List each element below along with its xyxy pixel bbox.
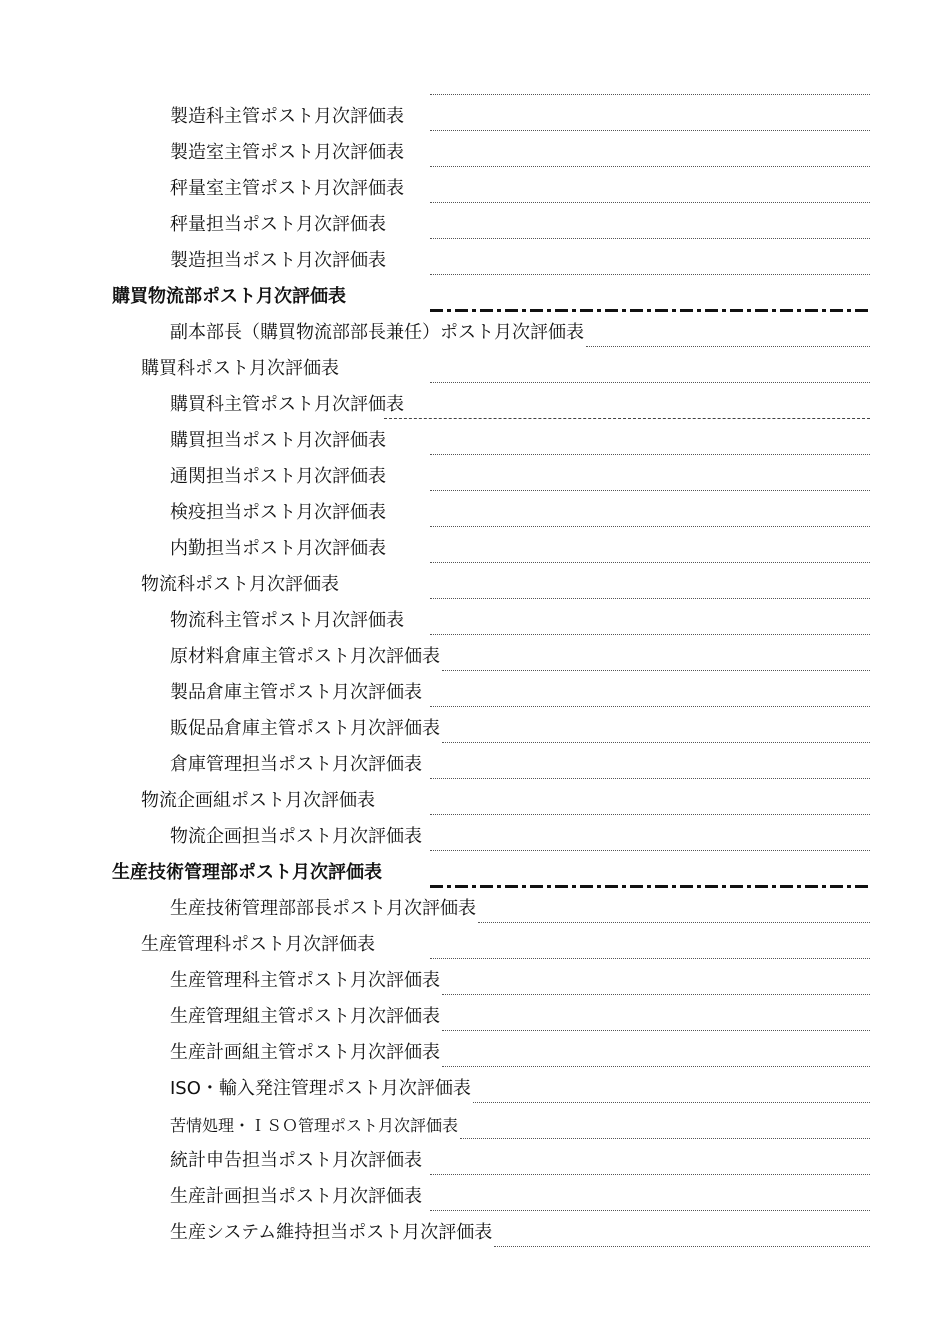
toc-entry-label: 通関担当ポスト月次評価表 — [170, 466, 386, 487]
leader-line — [586, 346, 870, 347]
leader-line — [442, 1066, 870, 1067]
toc-section-heading[interactable] — [0, 276, 870, 312]
toc-entry-label: 物流企画担当ポスト月次評価表 — [170, 826, 422, 847]
leader-line — [430, 634, 870, 635]
toc-entry-label: 生産システム維持担当ポスト月次評価表 — [170, 1222, 493, 1243]
toc-entry[interactable] — [0, 1176, 870, 1212]
leader-line — [473, 1102, 870, 1103]
toc-entry[interactable] — [0, 780, 870, 816]
toc-entry-label: 購買担当ポスト月次評価表 — [170, 430, 386, 451]
leader-line — [430, 94, 870, 95]
leader-line — [430, 778, 870, 779]
leader-line — [494, 1246, 870, 1247]
leader-line — [430, 1210, 870, 1211]
leader-line — [430, 1174, 870, 1175]
toc-entry[interactable] — [0, 132, 870, 168]
toc-entry-label: 生産管理科ポスト月次評価表 — [141, 934, 375, 955]
toc-entry-label: 生産管理組主管ポスト月次評価表 — [170, 1006, 440, 1027]
toc-entry[interactable] — [0, 1068, 870, 1104]
toc-entry-label: ISO・輸入発注管理ポスト月次評価表 — [170, 1078, 471, 1099]
toc-section-heading[interactable] — [0, 852, 870, 888]
leader-line — [430, 202, 870, 203]
toc-entry-label: 物流科ポスト月次評価表 — [141, 574, 339, 595]
toc-entry-label: 秤量室主管ポスト月次評価表 — [170, 178, 404, 199]
leader-line — [430, 166, 870, 167]
toc-entry-label: 購買科ポスト月次評価表 — [141, 358, 339, 379]
toc-entry[interactable] — [0, 312, 870, 348]
leader-line — [430, 490, 870, 491]
toc-entry[interactable] — [0, 1104, 870, 1140]
toc-entry-label: 製造科主管ポスト月次評価表 — [170, 106, 404, 127]
leader-line — [430, 274, 870, 275]
toc-entry-label: 生産計画担当ポスト月次評価表 — [170, 1186, 422, 1207]
toc-entry-label: 購買物流部ポスト月次評価表 — [112, 286, 346, 307]
leader-line — [430, 562, 870, 563]
leader-line — [430, 454, 870, 455]
leader-line — [442, 994, 870, 995]
toc-entry-label: 副本部長（購買物流部部長兼任）ポスト月次評価表 — [170, 322, 584, 343]
leader-line — [460, 1138, 870, 1139]
leader-line — [478, 922, 870, 923]
leader-line — [430, 238, 870, 239]
toc-entry-label: 統計申告担当ポスト月次評価表 — [170, 1150, 422, 1171]
toc-entry-label: 倉庫管理担当ポスト月次評価表 — [170, 754, 422, 775]
toc-entry[interactable] — [0, 816, 870, 852]
leader-line — [430, 382, 870, 383]
toc-entry[interactable] — [0, 600, 870, 636]
toc-entry[interactable] — [0, 636, 870, 672]
toc-entry[interactable] — [0, 1032, 870, 1068]
toc-entry-label: 販促品倉庫主管ポスト月次評価表 — [170, 718, 440, 739]
toc-entry[interactable] — [0, 240, 870, 276]
toc-entry[interactable] — [0, 96, 870, 132]
leader-line — [430, 526, 870, 527]
toc-entry[interactable] — [0, 348, 870, 384]
toc-entry-label: 原材料倉庫主管ポスト月次評価表 — [170, 646, 440, 667]
toc-entry-label: 生産技術管理部ポスト月次評価表 — [112, 862, 382, 883]
leader-line — [430, 598, 870, 599]
toc-entry-label: 苦情処理・ＩＳＯ管理ポスト月次評価表 — [170, 1116, 459, 1135]
leader-line — [430, 130, 870, 131]
toc-entry[interactable] — [0, 528, 870, 564]
leader-line — [442, 1030, 870, 1031]
leader-line — [430, 706, 870, 707]
toc-entry[interactable] — [0, 996, 870, 1032]
toc-entry-label: 購買科主管ポスト月次評価表 — [170, 394, 404, 415]
toc-entry-label: 製品倉庫主管ポスト月次評価表 — [170, 682, 422, 703]
toc-entry[interactable] — [0, 564, 870, 600]
toc-entry[interactable] — [0, 492, 870, 528]
toc-entry[interactable] — [0, 960, 870, 996]
toc-entry[interactable] — [0, 420, 870, 456]
toc-entry[interactable] — [0, 744, 870, 780]
leader-line — [430, 814, 870, 815]
toc-entry-label: 物流企画組ポスト月次評価表 — [141, 790, 375, 811]
toc-entry[interactable] — [0, 1140, 870, 1176]
toc-entry-label: 製造担当ポスト月次評価表 — [170, 250, 386, 271]
toc-entry[interactable] — [0, 924, 870, 960]
toc-entry-label: 生産管理科主管ポスト月次評価表 — [170, 970, 440, 991]
toc-entry[interactable] — [0, 888, 870, 924]
leader-line — [384, 418, 870, 419]
leader-line — [430, 850, 870, 851]
toc-entry[interactable] — [0, 1212, 870, 1248]
toc-entry-label: 物流科主管ポスト月次評価表 — [170, 610, 404, 631]
toc-entry-label: 生産計画組主管ポスト月次評価表 — [170, 1042, 440, 1063]
leader-line — [430, 958, 870, 959]
toc-entry[interactable] — [0, 672, 870, 708]
toc-entry-label: 検疫担当ポスト月次評価表 — [170, 502, 386, 523]
leader-line — [442, 670, 870, 671]
toc-entry[interactable] — [0, 204, 870, 240]
toc-entry-label: 製造室主管ポスト月次評価表 — [170, 142, 404, 163]
toc-entry-label: 内勤担当ポスト月次評価表 — [170, 538, 386, 559]
toc-entry-label: 生産技術管理部部長ポスト月次評価表 — [170, 898, 476, 919]
toc-entry-label: 秤量担当ポスト月次評価表 — [170, 214, 386, 235]
toc-entry[interactable] — [0, 168, 870, 204]
leader-line — [442, 742, 870, 743]
toc-entry[interactable] — [0, 708, 870, 744]
toc-entry[interactable] — [0, 456, 870, 492]
toc-entry[interactable] — [0, 384, 870, 420]
